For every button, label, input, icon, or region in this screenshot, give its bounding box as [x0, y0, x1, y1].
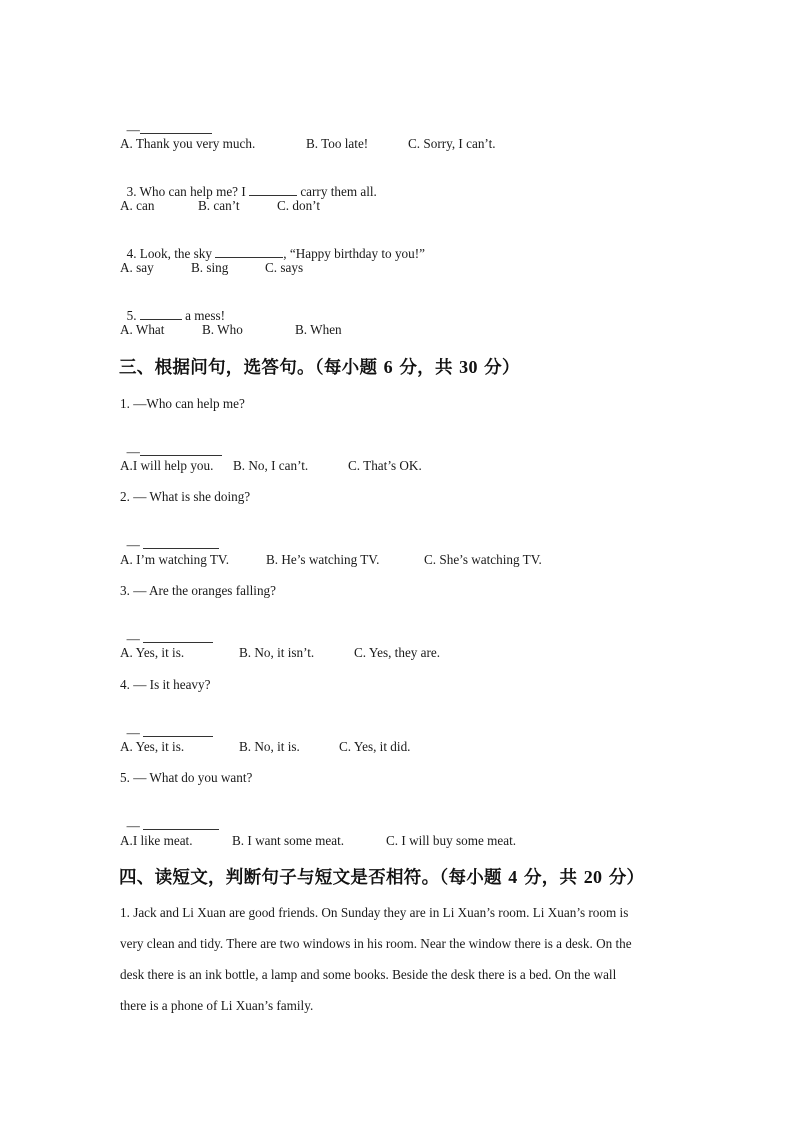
- answer-dash: —: [126, 122, 140, 137]
- heading-text: 三、根据问句，选答句。（每小题: [119, 358, 384, 378]
- option-a: A. Yes, it is.: [120, 645, 185, 660]
- option-a: A. can: [120, 198, 155, 213]
- question-prompt: 3. — Are the oranges falling?: [120, 583, 277, 598]
- option-c: C. I will buy some meat.: [386, 833, 517, 848]
- option-a: A.I like meat.: [120, 833, 193, 848]
- answer-blank[interactable]: [140, 121, 212, 134]
- option-b: B. Who: [202, 322, 243, 337]
- answer-line[interactable]: [120, 614, 213, 647]
- answer-blank[interactable]: [143, 817, 219, 830]
- heading-text: 分）: [477, 358, 520, 378]
- heading-total: 20: [583, 867, 603, 887]
- option-c: C. Yes, they are.: [354, 645, 441, 660]
- option-a: A. say: [120, 260, 154, 275]
- question-prompt: 4. — Is it heavy?: [120, 677, 211, 692]
- question-text: 3. Who can help me? I: [126, 184, 250, 199]
- passage-line: very clean and tidy. There are two windows in his room. Near the window there is a desk. On the: [120, 936, 632, 951]
- option-a: A.I will help you.: [120, 458, 214, 473]
- option-c: C. Sorry, I can’t.: [408, 136, 496, 151]
- heading-text: 分）: [602, 868, 645, 888]
- option-c: C. says: [265, 260, 304, 275]
- fill-blank[interactable]: [249, 183, 297, 196]
- option-c: C. That’s OK.: [348, 458, 422, 473]
- passage-line: there is a phone of Li Xuan’s family.: [120, 998, 314, 1013]
- option-b: B. can’t: [198, 198, 240, 213]
- answer-line[interactable]: [120, 801, 219, 834]
- question-3: [120, 167, 377, 200]
- option-a: A. What: [120, 322, 165, 337]
- answer-line[interactable]: [120, 708, 213, 741]
- question-text: , “Happy birthday to you!”: [283, 246, 425, 261]
- option-b: B. He’s watching TV.: [266, 552, 380, 567]
- option-c: B. When: [295, 322, 342, 337]
- fill-blank[interactable]: [140, 307, 182, 320]
- answer-dash: —: [126, 444, 140, 459]
- question-text: 4. Look, the sky: [126, 246, 216, 261]
- question-text: 5.: [126, 308, 140, 323]
- answer-line[interactable]: [120, 105, 212, 138]
- heading-total: 30: [459, 357, 478, 377]
- answer-dash: —: [126, 818, 140, 833]
- answer-dash: —: [126, 537, 140, 552]
- answer-dash: —: [126, 725, 140, 740]
- heading-text: 分，共: [517, 868, 584, 888]
- heading-text: 四、读短文，判断句子与短文是否相符。（每小题: [119, 868, 509, 888]
- answer-blank[interactable]: [140, 443, 222, 456]
- question-text: a mess!: [181, 308, 225, 323]
- option-a: A. Thank you very much.: [120, 136, 256, 151]
- heading-text: 分，共: [392, 358, 460, 378]
- question-prompt: 2. — What is she doing?: [120, 489, 251, 504]
- question-text: carry them all.: [297, 184, 377, 199]
- option-b: B. No, I can’t.: [233, 458, 309, 473]
- answer-line[interactable]: [120, 520, 219, 553]
- option-b: B. I want some meat.: [232, 833, 345, 848]
- passage-line: desk there is an ink bottle, a lamp and some books. Beside the desk there is a bed. On the wall: [120, 967, 617, 982]
- option-b: B. No, it isn’t.: [239, 645, 315, 660]
- answer-line[interactable]: [120, 427, 222, 460]
- option-b: B. sing: [191, 260, 229, 275]
- question-4: [120, 229, 425, 262]
- question-prompt: 5. — What do you want?: [120, 770, 253, 785]
- answer-dash: —: [126, 631, 140, 646]
- option-b: B. Too late!: [306, 136, 369, 151]
- section-4-heading: [119, 866, 644, 889]
- option-c: C. She’s watching TV.: [424, 552, 542, 567]
- answer-blank[interactable]: [143, 630, 213, 643]
- option-b: B. No, it is.: [239, 739, 300, 754]
- heading-points: 6: [383, 357, 393, 377]
- answer-blank[interactable]: [143, 724, 213, 737]
- question-prompt: 1. —Who can help me?: [120, 396, 245, 411]
- fill-blank[interactable]: [215, 245, 283, 258]
- option-c: C. don’t: [277, 198, 320, 213]
- question-5: [120, 291, 225, 324]
- section-3-heading: [119, 356, 520, 379]
- option-c: C. Yes, it did.: [339, 739, 411, 754]
- answer-blank[interactable]: [143, 536, 219, 549]
- heading-points: 4: [508, 867, 518, 887]
- option-a: A. Yes, it is.: [120, 739, 185, 754]
- passage-line: 1. Jack and Li Xuan are good friends. On Sunday they are in Li Xuan’s room. Li Xuan’s room is: [120, 905, 629, 920]
- option-a: A. I’m watching TV.: [120, 552, 230, 567]
